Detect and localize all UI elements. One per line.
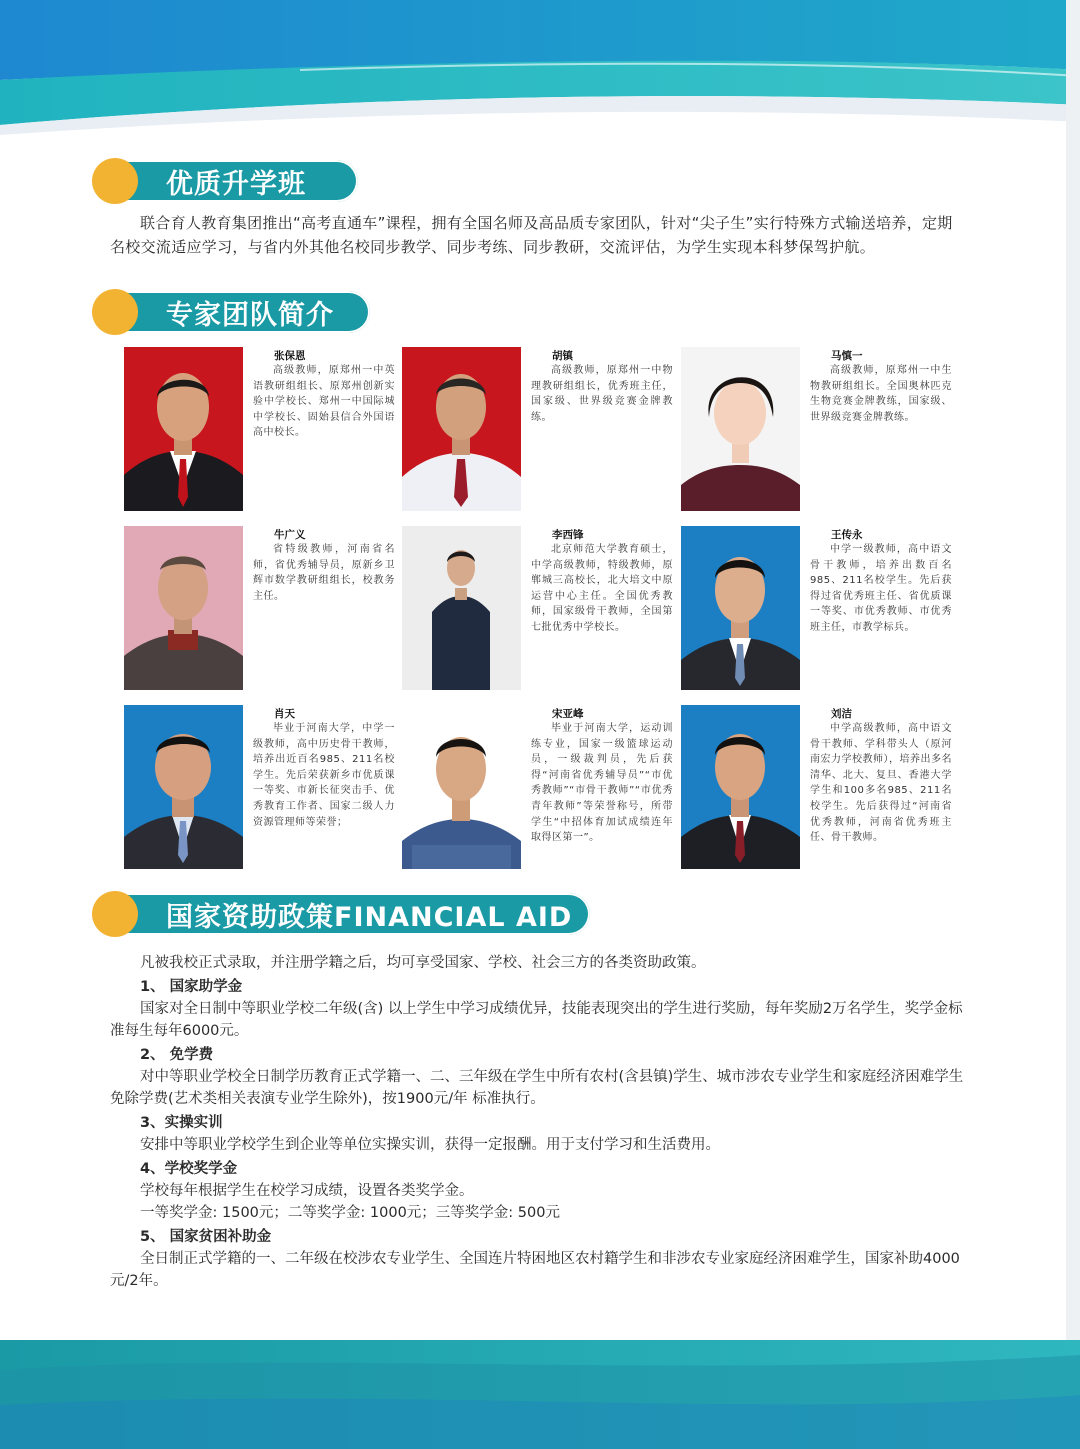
expert-card [681,526,961,691]
expert-name: 王传永 [831,529,863,541]
header-circle-icon [92,891,138,937]
expert-bio: 毕业于河南大学，运动训练专业，国家一级篮球运动员，一级裁判员，先后获得“河南省优秀辅导员”“市优秀教师”“市骨干教师”“市优秀青年教师”等荣誉称号，所带学生“中招体育加试成绩连年取得区第一”。 [531,723,673,844]
expert-card [124,347,404,512]
expert-bio: 毕业于河南大学，中学一级教师，高中历史骨干教师，培养出近百名985、211名校学生。先后荣获新乡市优质课一等奖、市新长征突击手、优秀教育工作者、国家二级人力资源管理师等荣誉； [253,723,395,828]
aid-item-text: 全日制正式学籍的一、二年级在校涉农专业学生、全国连片特困地区农村籍学生和非涉农专业家庭经济困难学生，国家补助4000元/2年。 [110,1251,960,1289]
section-title: 专家团队简介 [166,300,334,331]
expert-name: 胡镇 [552,350,573,362]
aid-intro: 凡被我校正式录取，并注册学籍之后，均可享受国家、学校、社会三方的各类资助政策。 [140,955,706,971]
right-edge-strip [1066,0,1080,1449]
expert-photo [681,705,800,869]
expert-photo [124,347,243,511]
expert-name: 肖天 [274,708,295,720]
expert-bio: 北京师范大学教育硕士，中学高级教师，特级教师，原郸城三高校长，北大培文中原运营中心主任。全国优秀教师，国家级骨干教师，全国第七批优秀中学校长。 [531,544,673,633]
expert-card [402,347,682,512]
aid-item-text: 国家对全日制中等职业学校二年级(含) 以上学生中学习成绩优异，技能表现突出的学生进行奖励，每年奖励2万名学生，奖学金标准每生每年6000元。 [110,1001,963,1039]
aid-item-heading: 4、学校奖学金 [140,1161,238,1177]
expert-name: 张保恩 [274,350,306,362]
expert-card [402,526,682,691]
header-circle-icon [92,158,138,204]
section-title: 优质升学班 [166,169,306,200]
expert-photo [681,347,800,511]
expert-photo [124,705,243,869]
expert-name: 刘洁 [831,708,852,720]
aid-item-text: 一等奖学金: 1500元；二等奖学金: 1000元；三等奖学金: 500元 [140,1205,560,1221]
aid-item-heading: 1、 国家助学金 [140,979,243,995]
aid-item-heading: 3、实操实训 [140,1115,223,1131]
aid-item-text: 安排中等职业学校学生到企业等单位实操实训，获得一定报酬。用于支付学习和生活费用。 [140,1137,720,1153]
expert-photo [402,526,521,690]
expert-photo [402,705,521,869]
expert-bio: 高级教师，原郑州一中物理教研组组长，优秀班主任，国家级、世界级竞赛金牌教练。 [531,365,673,423]
header-circle-icon [92,289,138,335]
expert-bio: 中学一级教师，高中语文骨干教师，培养出数百名985、211名校学生。先后获得过省优秀班主任、省优质课一等奖、市优秀教师、市优秀班主任，市教学标兵。 [810,544,952,633]
section-title: 国家资助政策FINANCIAL AID [166,902,573,933]
financial-aid-content [110,952,966,1292]
expert-card [681,705,961,870]
aid-item-text: 学校每年根据学生在校学习成绩，设置各类奖学金。 [140,1183,474,1199]
expert-card [402,705,682,870]
expert-photo [681,526,800,690]
top-decorative-band [0,0,1080,135]
aid-item-text: 对中等职业学校全日制学历教育正式学籍一、二、三年级在学生中所有农村(含县镇)学生、城市涉农专业学生和家庭经济困难学生免除学费(艺术类相关表演专业学生除外)，按1900元/年 标准执行。 [110,1069,964,1107]
expert-card [124,526,404,691]
expert-card [681,347,961,512]
expert-bio: 中学高级教师，高中语文骨干教师、学科带头人（原河南宏力学校教师），培养出多名清华、北大、复旦、香港大学学生和100多名985、211名校学生。先后获得过“河南省优秀教师，河南省优秀班主任、骨干教师。 [810,723,952,844]
bottom-decorative-band [0,1340,1080,1449]
expert-name: 牛广义 [274,529,306,541]
expert-bio: 高级教师，原郑州一中英语教研组组长、原郑州创新实验中学校长、郑州一中国际城中学校长、固始县信合外国语高中校长。 [253,365,395,439]
expert-photo [402,347,521,511]
expert-photo [124,526,243,690]
expert-name: 宋亚峰 [552,708,584,720]
expert-name: 马慎一 [831,350,863,362]
expert-card [124,705,404,870]
expert-name: 李西锋 [552,529,584,541]
aid-item-heading: 5、 国家贫困补助金 [140,1229,272,1245]
aid-item-heading: 2、 免学费 [140,1047,214,1063]
quality-class-description: 联合育人教育集团推出“高考直通车”课程，拥有全国名师及高品质专家团队，针对“尖子生”实行特殊方式输送培养，定期名校交流适应学习，与省内外其他名校同步教学、同步考练、同步教研，交流评估，为学生实现本科梦保驾护航。 [110,214,953,256]
expert-bio: 省特级教师，河南省名师，省优秀辅导员，原新乡卫辉市数学教研组组长，校教务主任。 [253,544,395,602]
expert-bio: 高级教师，原郑州一中生物教研组组长。全国奥林匹克生物竞赛金牌教练，国家级、世界级竞赛金牌教练。 [810,365,952,423]
